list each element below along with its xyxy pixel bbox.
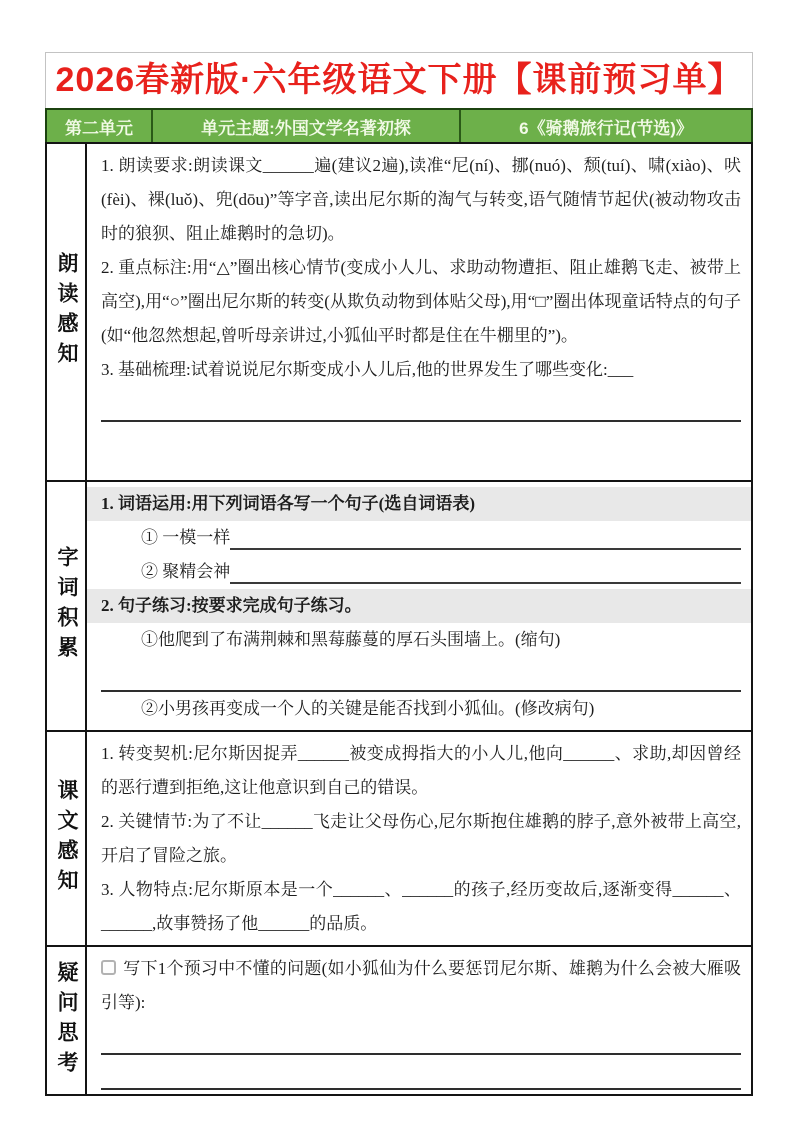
word-sentence-row-2 xyxy=(101,555,741,589)
section-label-reading: 朗读感知 xyxy=(47,144,87,482)
word-sentence-row-1 xyxy=(101,521,741,555)
comprehension-item-1: 1. 转变契机:尼尔斯因捉弄______被变成拇指大的小人儿,他向______、求助,却因曾经的恶行遭到拒绝,这让他意识到自己的错误。 xyxy=(101,744,741,797)
answer-line xyxy=(101,1055,741,1090)
sentence-exercise-2: ②小男孩再变成一个人的关键是能否找到小狐仙。(修改病句) xyxy=(141,699,595,718)
words-heading-2: 2. 句子练习:按要求完成句子练习。 xyxy=(87,589,751,623)
words-heading-1: 1. 词语运用:用下列词语各写一个句子(选自词语表) xyxy=(87,487,751,521)
question-prompt-row xyxy=(101,952,741,1020)
reading-item-1: 1. 朗读要求:朗读课文______遍(建议2遍),读准“尼(ní)、挪(nuó)、颓(tuí)、啸(xiào)、吠(fèi)、裸(luǒ)、兜(dōu)”等字音,读出尼尔斯的淘气与转变,语气随情节起伏(被动物攻击时的狼狈、阻止雄鹅时的急切)。 xyxy=(101,156,741,243)
word-2: ② 聚精会神 xyxy=(141,562,231,581)
comprehension-item-2: 2. 关键情节:为了不让______飞走让父母伤心,尼尔斯抱住雄鹅的脖子,意外被带上高空,开启了冒险之旅。 xyxy=(101,812,741,865)
section-words xyxy=(87,482,751,732)
reading-item-3: 3. 基础梳理:试着说说尼尔斯变成小人儿后,他的世界发生了哪些变化:___ xyxy=(101,360,634,379)
section-questions xyxy=(87,947,751,1094)
lesson-title: 6《骑鹅旅行记(节选)》 xyxy=(519,118,693,138)
question-prompt: 写下1个预习中不懂的问题(如小狐仙为什么要惩罚尼尔斯、雄鹅为什么会被大雁吸引等): xyxy=(101,959,741,1012)
page-title: 2026春新版·六年级语文下册【课前预习单】 xyxy=(45,52,753,108)
unit-theme: 单元主题:外国文学名著初探 xyxy=(153,110,461,142)
sentence-exercise-1: ①他爬到了布满荆棘和黑莓藤蔓的厚石头围墙上。(缩句) xyxy=(141,630,561,649)
word-1: ① 一模一样 xyxy=(141,528,231,547)
worksheet-table xyxy=(45,142,753,1096)
answer-line xyxy=(230,555,741,584)
reading-item-2: 2. 重点标注:用“△”圈出核心情节(变成小人儿、求助动物遭拒、阻止雄鹅飞走、被带上高空),用“○”圈出尼尔斯的转变(从欺负动物到体贴父母),用“□”圈出体现童话特点的句子(如“他忽然想起,曾听母亲讲过,小狐仙平时都是住在牛棚里的”)。 xyxy=(101,258,741,345)
section-comprehension xyxy=(87,732,751,947)
answer-line xyxy=(101,1020,741,1055)
section-label-words: 字词积累 xyxy=(47,482,87,732)
comprehension-item-3: 3. 人物特点:尼尔斯原本是一个______、______的孩子,经历变故后,逐渐变得______、______,故事赞扬了他______的品质。 xyxy=(101,880,741,933)
answer-line xyxy=(101,387,741,422)
unit-header-bar xyxy=(45,108,753,142)
worksheet xyxy=(45,52,753,1096)
section-label-questions: 疑问思考 xyxy=(47,947,87,1094)
section-label-comprehension: 课文感知 xyxy=(47,732,87,947)
unit-number: 第二单元 xyxy=(47,110,153,142)
section-reading xyxy=(87,144,751,482)
checkbox-icon xyxy=(101,960,116,975)
answer-line xyxy=(101,657,741,692)
answer-line xyxy=(230,521,741,550)
